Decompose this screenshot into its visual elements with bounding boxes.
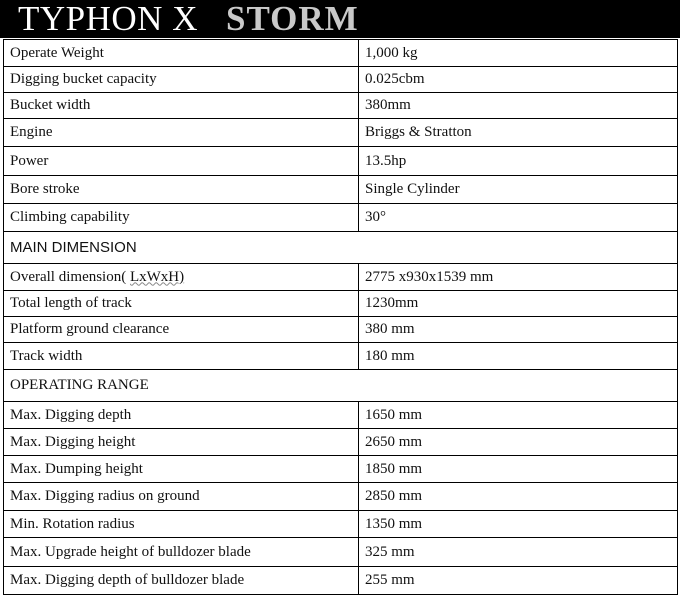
spec-label: Max. Digging depth (4, 402, 359, 429)
spec-value: 325 mm (359, 538, 678, 567)
table-row (4, 456, 678, 483)
table-row (4, 264, 678, 291)
spec-label: Min. Rotation radius (4, 511, 359, 538)
spec-label: Max. Digging height (4, 429, 359, 456)
table-row (4, 67, 678, 93)
spec-value: 1230mm (359, 291, 678, 317)
table-row (4, 402, 678, 429)
spec-label: Total length of track (4, 291, 359, 317)
table-row (4, 483, 678, 511)
spec-label: Digging bucket capacity (4, 67, 359, 93)
spec-value: 2850 mm (359, 483, 678, 511)
spec-value: 1650 mm (359, 402, 678, 429)
spec-value: Briggs & Stratton (359, 119, 678, 147)
title-typhon-x: TYPHON X (18, 0, 198, 38)
table-row (4, 119, 678, 147)
spec-label: Engine (4, 119, 359, 147)
spec-value: 380 mm (359, 317, 678, 343)
spec-label (4, 264, 359, 291)
table-row (4, 511, 678, 538)
table-row (4, 343, 678, 370)
table-row (4, 93, 678, 119)
section-heading: OPERATING RANGE (4, 370, 678, 402)
title-storm: STORM (226, 0, 359, 38)
spec-label: Operate Weight (4, 40, 359, 67)
spec-value: 13.5hp (359, 147, 678, 176)
table-row (4, 40, 678, 67)
section-heading: MAIN DIMENSION (4, 232, 678, 264)
spec-label: Bore stroke (4, 176, 359, 204)
table-row (4, 176, 678, 204)
spec-value: 30° (359, 204, 678, 232)
section-row (4, 232, 678, 264)
spec-value: 1350 mm (359, 511, 678, 538)
spec-value: 255 mm (359, 567, 678, 595)
spec-value: 2650 mm (359, 429, 678, 456)
table-row (4, 291, 678, 317)
spec-table (3, 39, 678, 595)
spec-label: Platform ground clearance (4, 317, 359, 343)
spec-label-abbrev: LxWxH) (129, 268, 185, 285)
spec-label-text: Overall dimension( (10, 268, 127, 285)
spec-value: 180 mm (359, 343, 678, 370)
spec-label: Climbing capability (4, 204, 359, 232)
spec-label: Max. Upgrade height of bulldozer blade (4, 538, 359, 567)
spec-label: Max. Digging radius on ground (4, 483, 359, 511)
spec-label: Bucket width (4, 93, 359, 119)
spec-label: Max. Digging depth of bulldozer blade (4, 567, 359, 595)
table-row (4, 317, 678, 343)
spec-value: 2775 x930x1539 mm (359, 264, 678, 291)
table-row (4, 147, 678, 176)
section-row (4, 370, 678, 402)
table-row (4, 429, 678, 456)
title-banner (0, 0, 680, 38)
table-row (4, 538, 678, 567)
spec-label: Power (4, 147, 359, 176)
spec-value: Single Cylinder (359, 176, 678, 204)
spec-value: 380mm (359, 93, 678, 119)
spec-value: 1850 mm (359, 456, 678, 483)
table-row (4, 204, 678, 232)
spec-label: Track width (4, 343, 359, 370)
spec-label: Max. Dumping height (4, 456, 359, 483)
spec-value: 0.025cbm (359, 67, 678, 93)
table-row (4, 567, 678, 595)
spec-value: 1,000 kg (359, 40, 678, 67)
